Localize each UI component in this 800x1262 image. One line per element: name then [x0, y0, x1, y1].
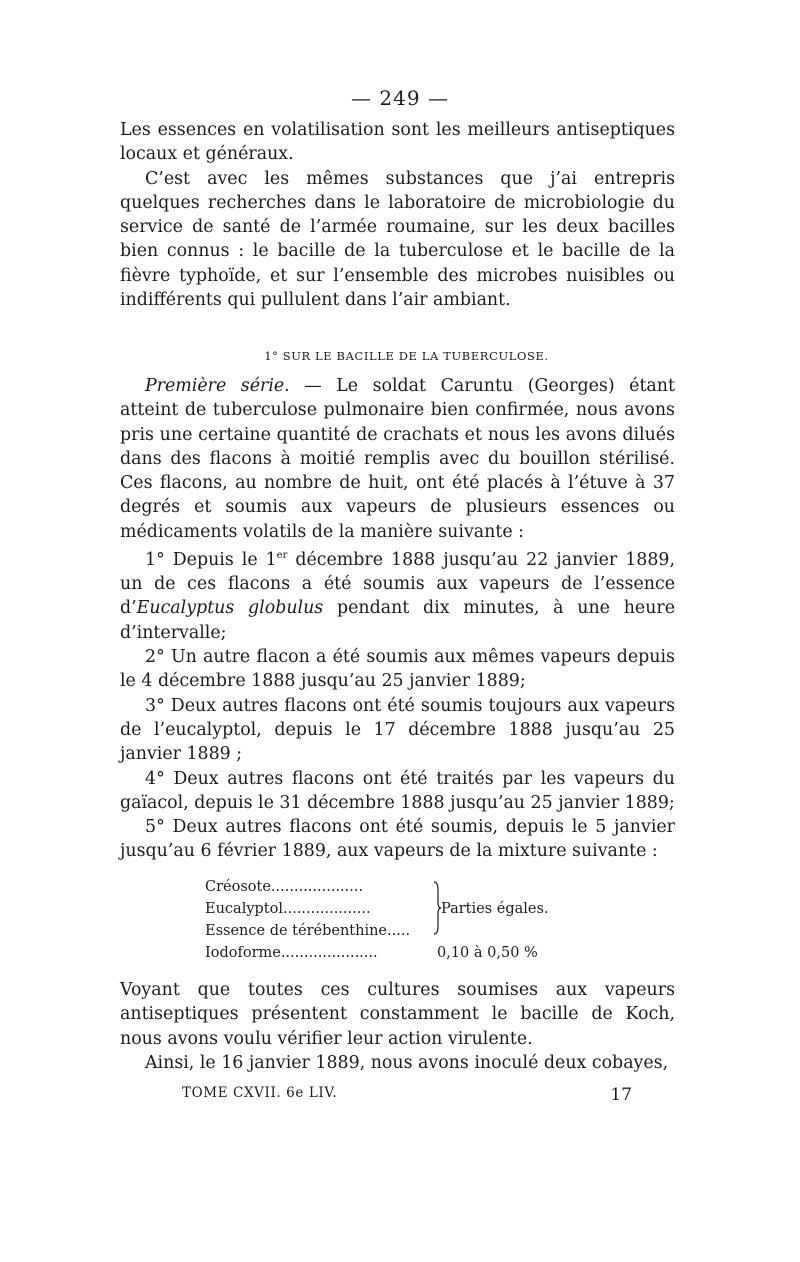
item-1-sup: er — [276, 550, 288, 562]
recipe-row — [205, 942, 585, 964]
recipe-terebenthine: Essence de térébenthine..... — [205, 923, 411, 939]
signature-mark: 17 — [610, 1085, 632, 1105]
intro-paragraph-1: Les essences en volatilisation sont les meilleurs antiseptiques locaux et généraux. — [120, 120, 675, 165]
recipe-row — [205, 876, 585, 898]
body-block — [120, 374, 675, 864]
tome-label: TOME CXVII. 6e LIV. — [182, 1085, 338, 1101]
item-1-end: pendant dix minutes, à une heure d’intervalle; — [120, 598, 675, 643]
item-5: 5° Deux autres flacons ont été soumis, depuis le 5 janvier jusqu’au 6 février 1889, aux vapeurs de la mixture suivante : — [120, 817, 675, 862]
serie-paragraph — [120, 374, 675, 544]
recipe-dose: 0,10 à 0,50 % — [437, 945, 538, 961]
recipe-creosote: Créosote.................... — [205, 879, 364, 895]
page-footer — [182, 1085, 632, 1105]
serie-text: — Le soldat Caruntu (Georges) étant atteint de tuberculose pulmonaire bien confirmée, nous avons pris une certaine quantité de crachats et nous les avons dilués dans des flacons à moitié remplis avec du bouillon stérilisé. Ces flacons, au nombre de huit, ont été placés à l’étuve à 37 degrés et soumis aux vapeurs de plusieurs essences ou médicaments volatils de la manière suivante : — [120, 376, 675, 542]
item-1-middle: décembre 1888 jusqu’au 22 janvier 1889, un de ces flacons a été soumis aux vapeurs de l’essence d’ — [120, 549, 675, 619]
closing-paragraph-2: Ainsi, le 16 janvier 1889, nous avons inoculé deux cobayes, — [145, 1052, 669, 1073]
serie-label: Première série. — [145, 376, 290, 396]
item-1-start: 1° Depuis le 1 — [145, 549, 277, 570]
item-1 — [120, 544, 675, 645]
closing-paragraph-1: Voyant que toutes ces cultures soumises aux vapeurs antiseptiques présentent constamment le bacille de Koch, nous avons voulu vérifier leur action virulente. — [120, 980, 675, 1049]
intro-paragraph-2: C’est avec les mêmes substances que j’ai entrepris quelques recherches dans le laboratoire de microbiologie du service de santé de l’armée roumaine, sur les deux bacilles bien connus : le bacille de la tuberculose et le bacille de la fièvre typhoïde, et sur l’ensemble des microbes nuisibles ou indifférents qui pullulent dans l’air ambiant. — [120, 168, 675, 311]
recipe-row — [205, 920, 585, 942]
item-4: 4° Deux autres flacons ont été traités par les vapeurs du gaïacol, depuis le 31 décembre 1888 jusqu’au 25 janvier 1889; — [120, 768, 675, 813]
closing-block — [120, 978, 675, 1075]
recipe-eucalyptol: Eucalyptol................... — [205, 901, 371, 917]
section-block — [120, 344, 675, 368]
recipe-iodoforme: Iodoforme..................... — [205, 945, 378, 961]
item-2: 2° Un autre flacon a été soumis aux mêmes vapeurs depuis le 4 décembre 1888 jusqu’au 25 janvier 1889; — [120, 647, 675, 692]
intro-block — [120, 118, 675, 312]
page-number: — 249 — — [351, 86, 449, 110]
recipe-table — [205, 876, 585, 964]
item-3: 3° Deux autres flacons ont été soumis toujours aux vapeurs de l’eucalyptol, depuis le 17 décembre 1888 jusqu’au 25 janvier 1889 ; — [120, 695, 675, 765]
recipe-parts: Parties égales. — [441, 901, 549, 917]
section-heading: 1° SUR LE BACILLE DE LA TUBERCULOSE. — [264, 349, 549, 363]
brace-icon — [433, 880, 441, 936]
item-1-species: Eucalyptus globulus — [136, 598, 324, 619]
